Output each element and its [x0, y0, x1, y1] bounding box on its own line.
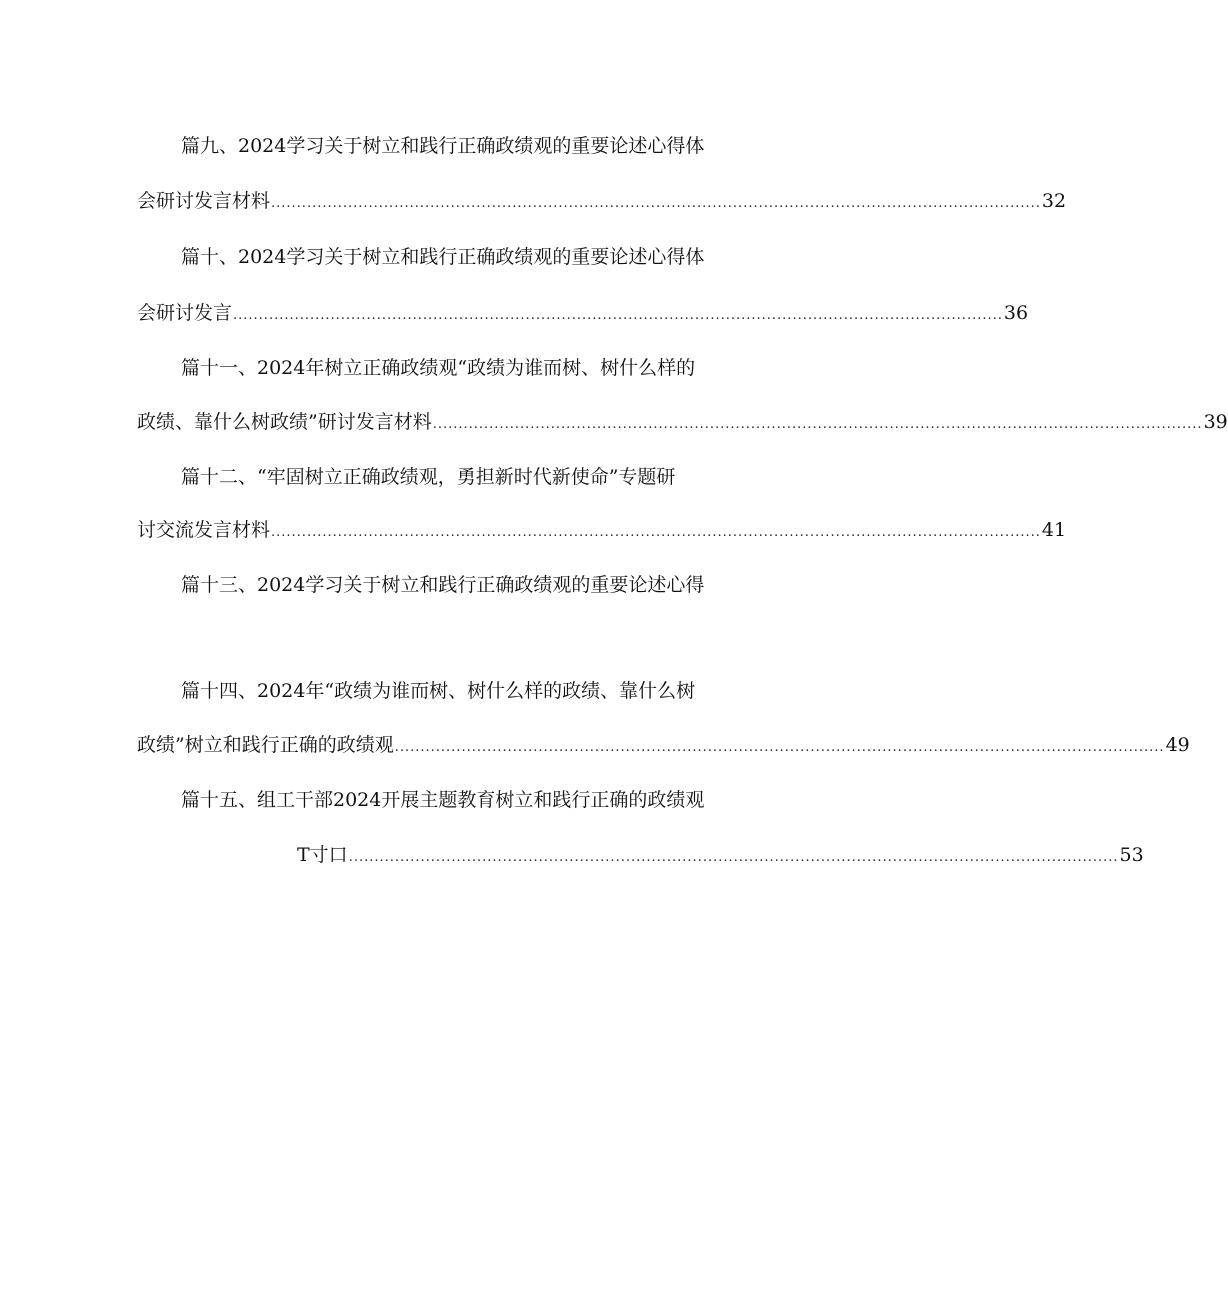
toc-entry-9-title-cont: 会研讨发言材料	[137, 190, 271, 212]
toc-entry-12-title: 篇十二、“牢固树立正确政绩观，勇担新时代新使命”专题研	[181, 466, 676, 488]
toc-entry-9-page: 32	[1041, 190, 1067, 212]
dot-leader: ......................................................................................................................................................	[348, 850, 1119, 865]
toc-entry-9-leader-line	[137, 189, 1067, 216]
dot-leader: ......................................................................................................................................................	[394, 740, 1165, 755]
dot-leader: ......................................................................................................................................................	[271, 196, 1041, 211]
toc-entry-13-title: 篇十三、2024学习关于树立和践行正确政绩观的重要论述心得	[181, 574, 705, 596]
toc-entry-10-page: 36	[1003, 302, 1029, 324]
toc-entry-15-title-cont: T寸口	[297, 844, 348, 866]
toc-entry-15-title: 篇十五、组工干部2024开展主题教育树立和践行正确的政绩观	[181, 789, 705, 811]
dot-leader: ......................................................................................................................................................	[271, 525, 1041, 540]
toc-entry-11-title-cont: 政绩、靠什么树政绩”研讨发言材料	[137, 411, 432, 433]
toc-entry-12-title-cont: 讨交流发言材料	[137, 519, 271, 541]
toc-entry-11-leader-line	[137, 410, 1228, 437]
toc-entry-15-leader-line	[297, 843, 1144, 870]
toc-entry-14-title: 篇十四、2024年“政绩为谁而树、树什么样的政绩、靠什么树	[181, 680, 696, 702]
toc-entry-10-leader-line	[137, 301, 1029, 328]
toc-entry-12-leader-line	[137, 518, 1067, 545]
toc-entry-11-page: 39	[1203, 411, 1228, 433]
dot-leader: ......................................................................................................................................................	[233, 308, 1003, 323]
toc-entry-15-page: 53	[1119, 844, 1144, 866]
dot-leader: ......................................................................................................................................................	[432, 417, 1203, 432]
toc-entry-9-title: 篇九、2024学习关于树立和践行正确政绩观的重要论述心得体	[181, 135, 705, 157]
toc-entry-14-leader-line	[137, 733, 1190, 760]
toc-entry-10-title-cont: 会研讨发言	[137, 302, 233, 324]
toc-entry-10-title: 篇十、2024学习关于树立和践行正确政绩观的重要论述心得体	[181, 246, 705, 268]
toc-entry-14-title-cont: 政绩”树立和践行正确的政绩观	[137, 734, 394, 756]
toc-entry-14-page: 49	[1165, 734, 1190, 756]
toc-entry-11-title: 篇十一、2024年树立正确政绩观“政绩为谁而树、树什么样的	[181, 357, 696, 379]
toc-entry-12-page: 41	[1041, 519, 1067, 541]
